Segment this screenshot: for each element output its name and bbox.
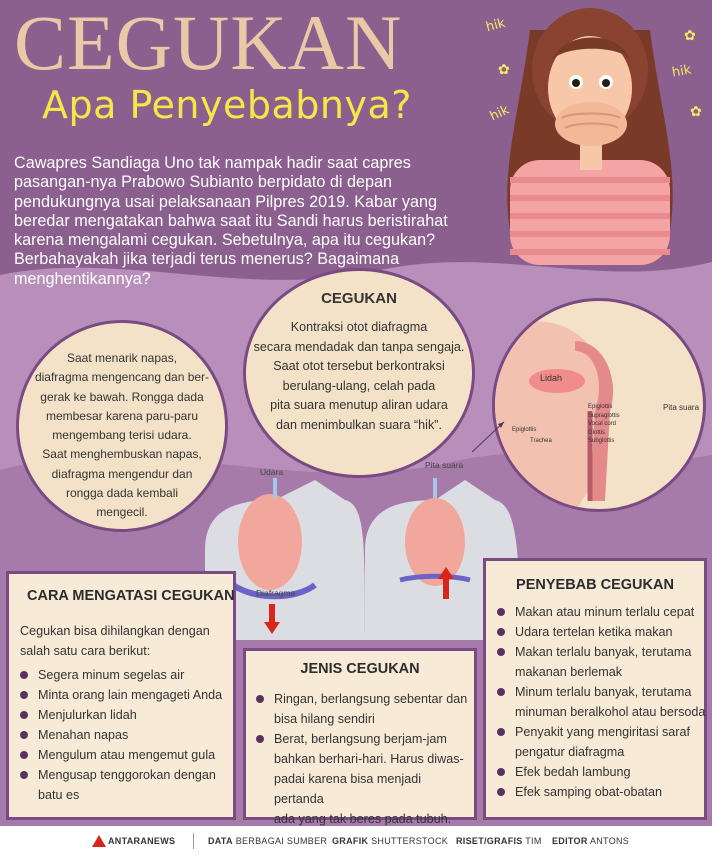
- cegukan-definition-text: Kontraksi otot diafragma secara mendadak dan tanpa sengaja. Saat otot tersebut berkontraksi berulang-ulang, celah pada pita suara menutup aliran udara dan menimbulkan suara “hik”.: [253, 320, 465, 432]
- list-item: Mengulum atau mengemut gula: [20, 745, 232, 765]
- list-item: Efek samping obat-obatan: [497, 782, 707, 802]
- penyebab-cegukan-title: PENYEBAB CEGUKAN: [516, 577, 674, 593]
- list-item: Efek bedah lambung: [497, 762, 707, 782]
- page-subtitle: Apa Penyebabnya?: [42, 83, 412, 127]
- list-item: Makan terlalu banyak, terutama makanan berlemak: [497, 642, 707, 682]
- list-item: Udara tertelan ketika makan: [497, 622, 707, 642]
- jenis-cegukan-title: JENIS CEGUKAN: [300, 661, 420, 677]
- footer-grafik: GRAFIK SHUTTERSTOCK: [332, 836, 449, 846]
- penyebab-cegukan-body: [497, 602, 707, 802]
- cara-mengatasi-body: Cegukan bisa dihilangkan dengan salah satu cara berikut: Segera minum segelas air Minta orang lain mengageti Anda Menjulurkan lidah Menahan napas Mengulum atau mengemut gula Mengusap tenggorokan dengan batu es: [20, 621, 232, 805]
- list-item: Berat, berlangsung berjam-jam bahkan berhari-hari. Harus diwas- padai karena bisa menjadi pertanda ada yang tak beres pada tubuh.: [256, 729, 474, 829]
- sparkle-icon: ✿: [690, 103, 702, 119]
- intro-paragraph: Cawapres Sandiaga Uno tak nampak hadir saat capres pasangan-nya Prabowo Subianto berpidato di depan pendukungnya usai pelaksanaan Pilpres 2019. Kabar yang beredar mengatakan bahwa saat itu Sandi harus beristirahat karena mengalami cegukan. Sebetulnya, apa itu cegukan? Berbahayakah jika terjadi terus menerus? Bagaimana menghentikannya?: [14, 154, 448, 288]
- footer-credits: [0, 826, 712, 857]
- footer-editor: EDITOR ANTONS: [552, 836, 630, 846]
- sparkle-icon: ✿: [684, 27, 696, 43]
- list-item: Penyakit yang mengiritasi saraf pengatur diafragma: [497, 722, 707, 762]
- footer-brand: ANTARANEWS: [108, 836, 176, 846]
- anatomy-labels: Epiglottis Supraglottis Vocal cord Glottis Subglottis: [588, 404, 620, 444]
- arrow-up-icon: [438, 567, 454, 599]
- cegukan-definition-title: CEGUKAN: [321, 290, 397, 307]
- diagram-label-udara: Udara: [260, 467, 284, 477]
- cara-mengatasi-title: CARA MENGATASI CEGUKAN: [27, 588, 235, 604]
- breathing-info-text: Saat menarik napas, diafragma mengencang dan ber- gerak ke bawah. Rongga dada membesar karena paru-paru mengembang terisi udara. Saat menghembuskan napas, diafragma mengendur dan rongga dada kembali mengecil.: [34, 351, 210, 520]
- sparkle-icon: ✿: [498, 61, 510, 77]
- diagram-label-pita-suara: Pita suara: [425, 460, 464, 470]
- list-item: Mengusap tenggorokan dengan batu es: [20, 765, 232, 805]
- page-title: CEGUKAN: [14, 0, 403, 86]
- anatomy-label-pita-suara: Pita suara: [663, 403, 700, 412]
- girl-hiccup-illustration: [470, 0, 712, 265]
- list-item: Makan atau minum terlalu cepat: [497, 602, 707, 622]
- anatomy-label-trachea: Trachea: [530, 438, 552, 444]
- list-item: Ringan, berlangsung sebentar dan bisa hilang sendiri: [256, 689, 474, 729]
- diagram-label-diafragma: Diafragma: [256, 588, 296, 598]
- antara-logo-icon: [92, 835, 106, 847]
- list-item: Menahan napas: [20, 725, 232, 745]
- anatomy-label-epiglottis: Epiglottis: [512, 427, 537, 433]
- anatomy-label-lidah: Lidah: [540, 373, 563, 383]
- hik-text-2: hik: [670, 62, 693, 81]
- list-item: Minta orang lain mengageti Anda: [20, 685, 232, 705]
- hik-text-3: hik: [487, 102, 512, 125]
- footer-riset: RISET/GRAFIS TIM: [456, 836, 542, 846]
- hik-text-1: hik: [484, 15, 508, 36]
- jenis-cegukan-body: [256, 689, 474, 829]
- pointer-arrow: [470, 414, 510, 454]
- list-item: Menjulurkan lidah: [20, 705, 232, 725]
- list-item: Minum terlalu banyak, terutama minuman beralkohol atau bersoda: [497, 682, 707, 722]
- footer-data: DATA BERBAGAI SUMBER: [208, 836, 328, 846]
- arrow-down-icon: [264, 604, 280, 636]
- lung-diagram: [195, 460, 525, 640]
- list-item: Segera minum segelas air: [20, 665, 232, 685]
